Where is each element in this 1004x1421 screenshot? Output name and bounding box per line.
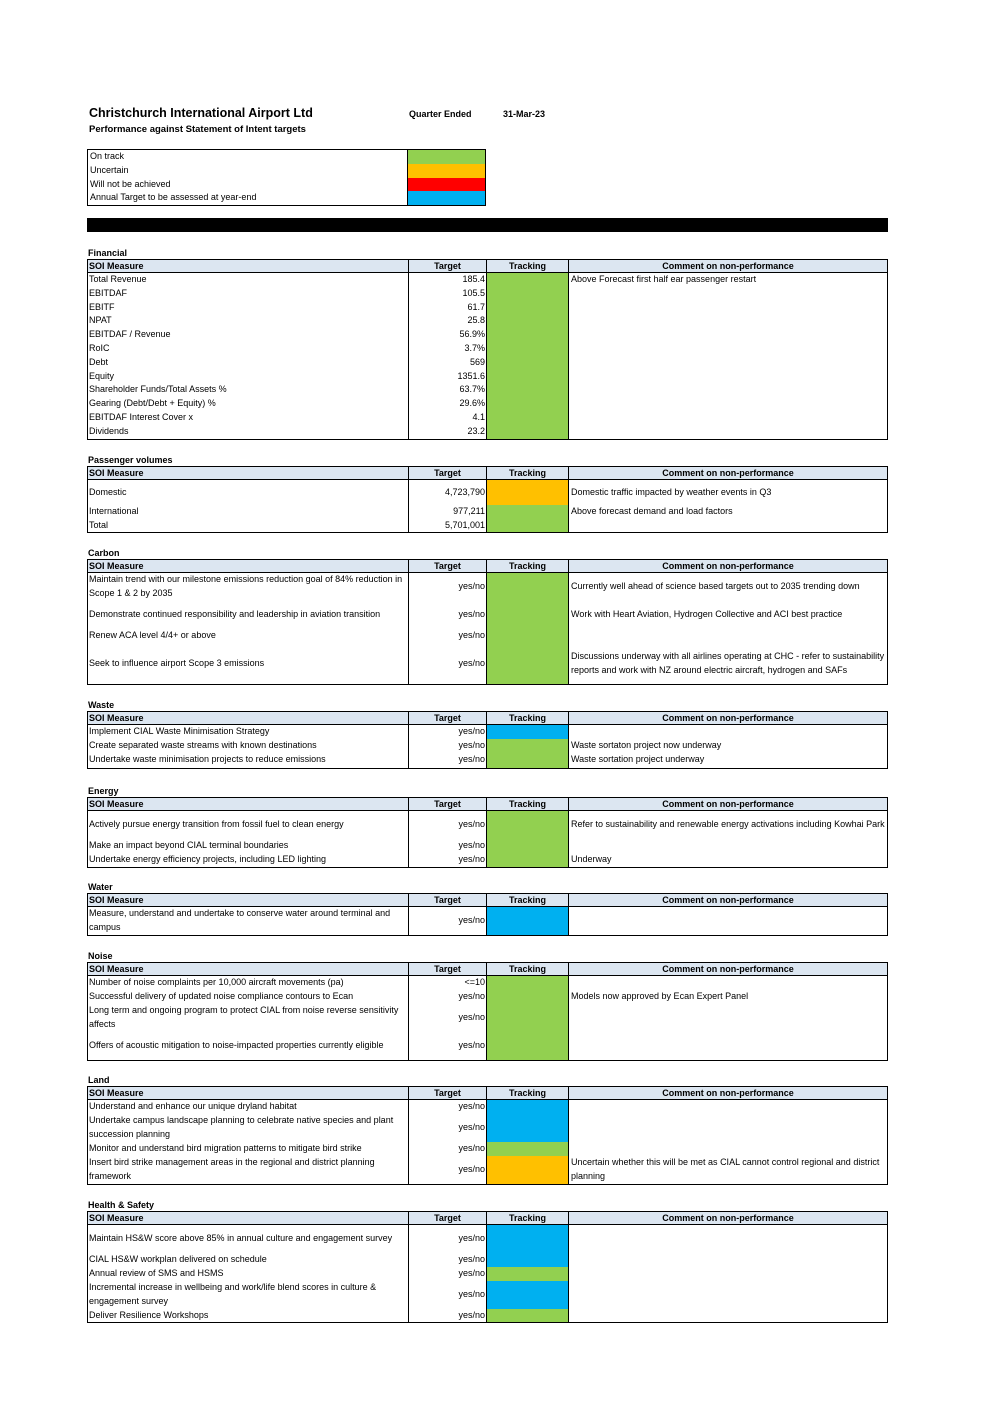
target-cell: yes/no: [408, 725, 486, 739]
target-cell: yes/no: [408, 907, 486, 935]
measure-cell: Offers of acoustic mitigation to noise-impacted properties currently eligible: [89, 1039, 384, 1050]
target-cell: yes/no: [408, 1142, 486, 1156]
measure-cell: Annual review of SMS and HSMS: [89, 1267, 224, 1278]
target-cell: yes/no: [408, 601, 486, 629]
measure-cell: Debt: [89, 356, 109, 367]
measures-table: [87, 259, 888, 440]
target-cell: yes/no: [408, 1032, 486, 1060]
target-cell: 23.2: [408, 425, 486, 439]
target-cell: yes/no: [408, 643, 486, 685]
table-row: [88, 976, 887, 990]
section-title: Waste: [88, 700, 115, 710]
table-row: [88, 1114, 887, 1142]
tracking-status-green: [486, 629, 568, 643]
header-target: Target: [408, 963, 486, 975]
tracking-status-blue: [486, 907, 568, 935]
target-cell: <=10: [408, 976, 486, 990]
tracking-status-amber: [486, 1156, 568, 1184]
table-row: [88, 370, 887, 384]
target-cell: 61.7: [408, 301, 486, 315]
comment-cell: [568, 1267, 887, 1281]
comment-cell: [568, 1032, 887, 1060]
header-tracking: Tracking: [486, 798, 568, 810]
table-row: [88, 907, 887, 935]
target-cell: 63.7%: [408, 383, 486, 397]
table-row: [88, 990, 887, 1004]
header-target: Target: [408, 798, 486, 810]
header-comment: Comment on non-performance: [568, 260, 887, 272]
table-row: [88, 629, 887, 643]
comment-cell: [568, 1100, 887, 1114]
target-cell: yes/no: [408, 1281, 486, 1309]
table-row: [88, 1309, 887, 1323]
measure-cell: Actively pursue energy transition from fossil fuel to clean energy: [89, 819, 344, 830]
header-tracking: Tracking: [486, 963, 568, 975]
measure-cell: Seek to influence airport Scope 3 emissions: [89, 657, 265, 668]
tracking-status-green: [486, 425, 568, 439]
legend-label: Will not be achieved: [90, 178, 171, 189]
header-measure: SOI Measure: [89, 799, 144, 809]
comment-cell: [568, 1004, 887, 1032]
comment-cell: Waste sortation project underway: [568, 753, 887, 769]
tracking-status-green: [486, 1267, 568, 1281]
table-row: [88, 1100, 887, 1114]
tracking-status-green: [486, 976, 568, 990]
header-target: Target: [408, 260, 486, 272]
section-title: Water: [88, 882, 113, 892]
comment-cell: [568, 1253, 887, 1267]
target-cell: 569: [408, 356, 486, 370]
header-target: Target: [408, 560, 486, 572]
comment-cell: Work with Heart Aviation, Hydrogen Collective and ACI best practice: [568, 601, 887, 629]
comment-cell: Domestic traffic impacted by weather events in Q3: [568, 480, 887, 505]
measure-cell: Undertake waste minimisation projects to reduce emissions: [89, 754, 326, 765]
header-measure: SOI Measure: [89, 713, 144, 723]
tracking-status-blue: [486, 725, 568, 739]
comment-cell: [568, 839, 887, 853]
table-row: [88, 505, 887, 519]
measure-cell: Measure, understand and undertake to conserve water around terminal and campus: [89, 908, 391, 932]
comment-cell: [568, 370, 887, 384]
measure-cell: Number of noise complaints per 10,000 aircraft movements (pa): [89, 977, 344, 987]
target-cell: yes/no: [408, 853, 486, 867]
target-cell: yes/no: [408, 1309, 486, 1323]
comment-cell: [568, 411, 887, 425]
tracking-status-green: [486, 287, 568, 301]
table-row: [88, 1267, 887, 1281]
header-measure: SOI Measure: [89, 468, 144, 478]
measure-cell: EBITDAF / Revenue: [89, 329, 171, 340]
header-target: Target: [408, 894, 486, 906]
table-row: [88, 425, 887, 439]
legend-label: Annual Target to be assessed at year-end: [90, 192, 257, 203]
tracking-status-green: [486, 342, 568, 356]
comment-cell: [568, 287, 887, 301]
measure-cell: EBITDAF Interest Cover x: [89, 411, 194, 422]
comment-cell: [568, 356, 887, 370]
measures-table: [87, 466, 888, 533]
header-comment: Comment on non-performance: [568, 798, 887, 810]
measures-table: [87, 962, 888, 1061]
tracking-status-green: [486, 273, 568, 287]
measures-table: [87, 797, 888, 868]
measure-cell: Insert bird strike management areas in the regional and district planning framework: [89, 1156, 375, 1181]
target-cell: 56.9%: [408, 328, 486, 342]
tracking-status-green: [486, 519, 568, 533]
header-tracking: Tracking: [486, 260, 568, 272]
table-row: [88, 519, 887, 533]
tracking-status-green: [486, 301, 568, 315]
comment-cell: Discussions underway with all airlines operating at CHC - refer to sustainability reports and work with NZ around electric aircraft, hydrogen and SAFs: [568, 643, 887, 685]
table-row: [88, 301, 887, 315]
comment-cell: [568, 397, 887, 411]
target-cell: yes/no: [408, 811, 486, 839]
measure-cell: Incremental increase in wellbeing and work/life blend scores in culture & engagement survey: [89, 1281, 377, 1306]
tracking-status-green: [486, 573, 568, 601]
header-comment: Comment on non-performance: [568, 1212, 887, 1224]
comment-cell: [568, 328, 887, 342]
target-cell: yes/no: [408, 739, 486, 753]
target-cell: yes/no: [408, 1225, 486, 1253]
target-cell: 105.5: [408, 287, 486, 301]
header-target: Target: [408, 712, 486, 724]
tracking-status-green: [486, 1032, 568, 1060]
table-row: [88, 811, 887, 839]
measure-cell: Demonstrate continued responsibility and leadership in aviation transition: [89, 609, 381, 620]
legend-swatch-amber: [407, 164, 485, 178]
target-cell: 29.6%: [408, 397, 486, 411]
table-row: [88, 411, 887, 425]
comment-cell: [568, 1309, 887, 1323]
table-row: [88, 342, 887, 356]
tracking-status-green: [486, 328, 568, 342]
tracking-status-green: [486, 356, 568, 370]
table-row: [88, 1032, 887, 1060]
header-comment: Comment on non-performance: [568, 467, 887, 479]
measure-cell: Total Revenue: [89, 274, 147, 284]
table-row: [88, 287, 887, 301]
table-row: [88, 839, 887, 853]
header-tracking: Tracking: [486, 560, 568, 572]
measure-cell: International: [89, 505, 139, 516]
measure-cell: Undertake campus landscape planning to celebrate native species and plant succession planning: [89, 1115, 394, 1139]
target-cell: yes/no: [408, 990, 486, 1004]
measure-cell: Implement CIAL Waste Minimisation Strategy: [89, 726, 270, 736]
comment-cell: Above forecast demand and load factors: [568, 505, 887, 519]
section-title: Passenger volumes: [88, 455, 173, 465]
comment-cell: [568, 425, 887, 439]
target-cell: yes/no: [408, 1267, 486, 1281]
legend-label: On track: [90, 151, 125, 161]
comment-cell: [568, 907, 887, 935]
section-title: Health & Safety: [88, 1200, 155, 1210]
header-tracking: Tracking: [486, 894, 568, 906]
table-row: [88, 601, 887, 629]
tracking-status-green: [486, 990, 568, 1004]
tracking-status-blue: [486, 1114, 568, 1142]
comment-cell: [568, 301, 887, 315]
measures-table: [87, 1211, 888, 1323]
measure-cell: EBITDAF: [89, 287, 128, 298]
comment-cell: Uncertain whether this will be met as CIAL cannot control regional and district planning: [568, 1156, 887, 1184]
comment-cell: Underway: [568, 853, 887, 867]
measure-cell: Equity: [89, 370, 115, 381]
target-cell: 1351.6: [408, 370, 486, 384]
target-cell: yes/no: [408, 1114, 486, 1142]
target-cell: 25.8: [408, 314, 486, 328]
measure-cell: EBITF: [89, 301, 115, 312]
tracking-status-green: [486, 505, 568, 519]
table-row: [88, 1225, 887, 1253]
table-header: [88, 560, 887, 573]
header-measure: SOI Measure: [89, 1088, 144, 1098]
section-title: Financial: [88, 248, 128, 258]
tracking-status-blue: [486, 1225, 568, 1253]
measures-table: [87, 1086, 888, 1185]
header-comment: Comment on non-performance: [568, 712, 887, 724]
measure-cell: Domestic: [89, 486, 127, 497]
target-cell: 3.7%: [408, 342, 486, 356]
comment-cell: [568, 314, 887, 328]
status-legend: [87, 149, 486, 206]
table-row: [88, 397, 887, 411]
header-comment: Comment on non-performance: [568, 894, 887, 906]
table-row: [88, 853, 887, 867]
legend-label: Uncertain: [90, 164, 129, 175]
comment-cell: Refer to sustainability and renewable energy activations including Kowhai Park: [568, 811, 887, 839]
table-row: [88, 753, 887, 769]
measures-table: [87, 559, 888, 685]
table-header: [88, 1087, 887, 1100]
comment-cell: [568, 1225, 887, 1253]
header-tracking: Tracking: [486, 1087, 568, 1099]
comment-cell: Currently well ahead of science based targets out to 2035 trending down: [568, 573, 887, 601]
target-cell: yes/no: [408, 839, 486, 853]
measure-cell: Maintain HS&W score above 85% in annual culture and engagement survey: [89, 1233, 393, 1244]
table-header: [88, 894, 887, 907]
header-comment: Comment on non-performance: [568, 560, 887, 572]
section-title: Carbon: [88, 548, 120, 558]
comment-cell: [568, 1142, 887, 1156]
legend-swatch-red: [407, 178, 485, 192]
measure-cell: Create separated waste streams with known destinations: [89, 739, 317, 750]
tracking-status-green: [486, 397, 568, 411]
tracking-status-green: [486, 1309, 568, 1323]
header-target: Target: [408, 467, 486, 479]
table-row: [88, 314, 887, 328]
header-target: Target: [408, 1087, 486, 1099]
measure-cell: Successful delivery of updated noise compliance contours to Ecan: [89, 990, 354, 1001]
comment-cell: [568, 342, 887, 356]
header-tracking: Tracking: [486, 1212, 568, 1224]
tracking-status-green: [486, 314, 568, 328]
header-tracking: Tracking: [486, 712, 568, 724]
tracking-status-amber: [486, 480, 568, 505]
target-cell: 4.1: [408, 411, 486, 425]
tracking-status-green: [486, 383, 568, 397]
section-title: Energy: [88, 786, 119, 796]
tracking-status-green: [486, 811, 568, 839]
measure-cell: Maintain trend with our milestone emissions reduction goal of 84% reduction in Scope 1 & 2 by 2035: [89, 574, 403, 598]
table-row: [88, 1253, 887, 1267]
tracking-status-blue: [486, 1253, 568, 1267]
table-row: [88, 356, 887, 370]
table-header: [88, 963, 887, 976]
measure-cell: Deliver Resilience Workshops: [89, 1309, 209, 1320]
header-tracking: Tracking: [486, 467, 568, 479]
measure-cell: Total: [89, 519, 109, 530]
table-header: [88, 712, 887, 725]
measure-cell: NPAT: [89, 315, 112, 326]
target-cell: 4,723,790: [408, 480, 486, 505]
tracking-status-green: [486, 643, 568, 685]
tracking-status-green: [486, 839, 568, 853]
measure-cell: Make an impact beyond CIAL terminal boundaries: [89, 840, 289, 850]
tracking-status-green: [486, 739, 568, 753]
table-header: [88, 1212, 887, 1225]
legend-row: [88, 178, 485, 192]
tracking-status-blue: [486, 1281, 568, 1309]
target-cell: yes/no: [408, 1004, 486, 1032]
target-cell: yes/no: [408, 573, 486, 601]
legend-row: [88, 150, 485, 164]
target-cell: yes/no: [408, 1156, 486, 1184]
target-cell: yes/no: [408, 1100, 486, 1114]
measure-cell: CIAL HS&W workplan delivered on schedule: [89, 1254, 267, 1264]
measure-cell: Renew ACA level 4/4+ or above: [89, 630, 216, 640]
tracking-status-green: [486, 370, 568, 384]
table-row: [88, 739, 887, 753]
measure-cell: Monitor and understand bird migration patterns to mitigate bird strike: [89, 1142, 362, 1153]
table-row: [88, 573, 887, 601]
header-comment: Comment on non-performance: [568, 1087, 887, 1099]
measure-cell: RoIC: [89, 342, 110, 353]
tracking-status-green: [486, 411, 568, 425]
tracking-status-blue: [486, 1100, 568, 1114]
target-cell: yes/no: [408, 629, 486, 643]
table-row: [88, 1281, 887, 1309]
quarter-ended-value: 31-Mar-23: [503, 109, 546, 119]
table-header: [88, 798, 887, 811]
target-cell: yes/no: [408, 753, 486, 769]
header-target: Target: [408, 1212, 486, 1224]
table-row: [88, 480, 887, 505]
table-row: [88, 273, 887, 287]
comment-cell: Waste sortaton project now underway: [568, 739, 887, 753]
tracking-status-green: [486, 1142, 568, 1156]
comment-cell: Models now approved by Ecan Expert Panel: [568, 990, 887, 1004]
section-title: Land: [88, 1075, 110, 1085]
header-measure: SOI Measure: [89, 964, 144, 974]
legend-row: [88, 191, 485, 205]
table-row: [88, 328, 887, 342]
target-cell: 185.4: [408, 273, 486, 287]
comment-cell: [568, 1281, 887, 1309]
target-cell: yes/no: [408, 1253, 486, 1267]
target-cell: 977,211: [408, 505, 486, 519]
comment-cell: [568, 725, 887, 739]
tracking-status-green: [486, 853, 568, 867]
target-cell: 5,701,001: [408, 519, 486, 533]
table-header: [88, 467, 887, 480]
table-row: [88, 725, 887, 739]
header-measure: SOI Measure: [89, 1213, 144, 1223]
company-title: Christchurch International Airport Ltd: [89, 106, 313, 120]
comment-cell: [568, 383, 887, 397]
tracking-status-green: [486, 1004, 568, 1032]
measure-cell: Dividends: [89, 425, 129, 436]
section-title: Noise: [88, 951, 113, 961]
comment-cell: [568, 519, 887, 533]
header-comment: Comment on non-performance: [568, 963, 887, 975]
comment-cell: [568, 629, 887, 643]
table-row: [88, 1142, 887, 1156]
comment-cell: [568, 1114, 887, 1142]
legend-swatch-blue: [407, 191, 485, 205]
quarter-ended-label: Quarter Ended: [409, 109, 472, 119]
header-measure: SOI Measure: [89, 561, 144, 571]
measure-cell: Shareholder Funds/Total Assets %: [89, 384, 227, 395]
measure-cell: Understand and enhance our unique dryland habitat: [89, 1101, 297, 1111]
table-row: [88, 1156, 887, 1184]
tracking-status-green: [486, 753, 568, 769]
tracking-status-green: [486, 601, 568, 629]
report-subtitle: Performance against Statement of Intent targets: [89, 124, 306, 135]
legend-row: [88, 164, 485, 178]
table-row: [88, 383, 887, 397]
measure-cell: Gearing (Debt/Debt + Equity) %: [89, 398, 216, 409]
section-divider-bar: [87, 218, 888, 232]
table-header: [88, 260, 887, 273]
measures-table: [87, 893, 888, 936]
measure-cell: Undertake energy efficiency projects, including LED lighting: [89, 853, 326, 864]
header-measure: SOI Measure: [89, 895, 144, 905]
measures-table: [87, 711, 888, 769]
legend-swatch-green: [407, 150, 485, 164]
comment-cell: [568, 976, 887, 990]
comment-cell: Above Forecast first half ear passenger restart: [568, 273, 887, 287]
header-measure: SOI Measure: [89, 261, 144, 271]
measure-cell: Long term and ongoing program to protect CIAL from noise reverse sensitivity affects: [89, 1004, 399, 1029]
table-row: [88, 643, 887, 685]
table-row: [88, 1004, 887, 1032]
